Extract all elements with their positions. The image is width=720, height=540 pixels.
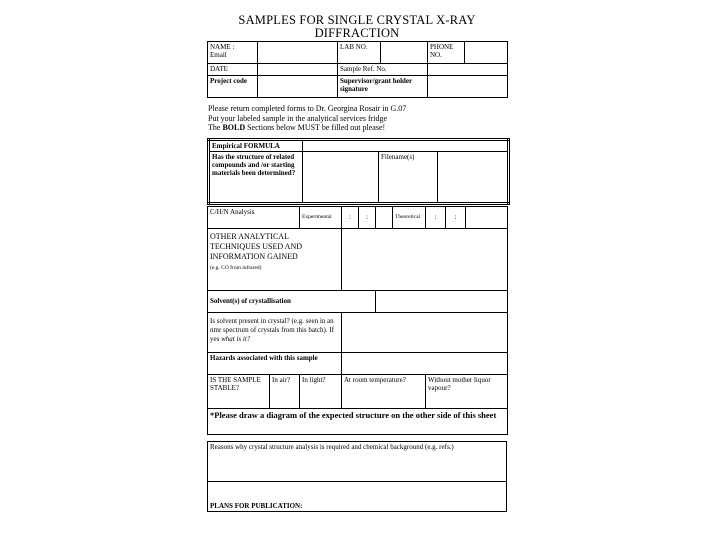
- phone-field: [428, 42, 465, 64]
- plans-label: PLANS FOR PUBLICATION:: [210, 501, 303, 510]
- reasons-table: [207, 441, 507, 512]
- other-analytical-label: [208, 228, 342, 290]
- empirical-formula-value[interactable]: [303, 139, 509, 151]
- date-label: DATE: [208, 64, 258, 76]
- instruction-line-3-pre: The: [208, 123, 223, 132]
- lower-table: [207, 206, 508, 435]
- date-value[interactable]: [258, 64, 338, 76]
- other-analytical-text: OTHER ANALYTICAL TECHNIQUES USED AND INFORMATION GAINED: [210, 231, 302, 261]
- supervisor-label: Supervisor/grant holder signature: [338, 76, 428, 98]
- project-code-label: Project code: [208, 76, 258, 98]
- title-line-2: DIFFRACTION: [314, 26, 400, 40]
- has-structure-label: Has the structure of related compounds and /or starting materials been determined?: [209, 151, 303, 203]
- name-field[interactable]: [208, 42, 258, 64]
- reasons-field[interactable]: [208, 441, 507, 481]
- instruction-line-1: Please return completed forms to Dr. Georgina Rosair in G.07: [208, 104, 407, 113]
- lab-no-value[interactable]: [381, 42, 428, 64]
- phone-label: PHONE: [430, 43, 454, 51]
- chn-exp-n[interactable]: [376, 206, 393, 228]
- solvent-present-text: Is solvent present in crystal? (e.g. seen in an nmr spectrum of crystals from this batch). If yes: [210, 316, 335, 343]
- chn-exp-c[interactable]: :: [342, 206, 359, 228]
- email-label: Email: [210, 51, 227, 59]
- instruction-line-3-post: Sections below MUST be filled out please!: [245, 123, 386, 132]
- instruction-line-3-bold: BOLD: [222, 123, 246, 132]
- instruction-line-2: Put your labeled sample in the analytical services fridge: [208, 113, 388, 123]
- phone-no-label: NO.: [430, 51, 442, 59]
- title-line-1: SAMPLES FOR SINGLE CRYSTAL X-RAY: [238, 13, 476, 27]
- solvent-present-value[interactable]: [342, 312, 508, 352]
- chn-theo-c[interactable]: :: [426, 206, 446, 228]
- other-analytical-example: (e.g. CO from infrared): [210, 264, 262, 271]
- stability-room-temp[interactable]: At room temperature?: [342, 374, 426, 408]
- has-structure-value[interactable]: [303, 151, 379, 203]
- chn-experimental-label: Experimental: [300, 206, 342, 228]
- name-label: NAME :: [210, 43, 235, 51]
- other-analytical-value[interactable]: [342, 228, 508, 290]
- hazards-label: Hazards associated with this sample: [208, 352, 342, 374]
- plans-field[interactable]: [208, 481, 507, 511]
- filenames-label: Filename(s): [379, 151, 438, 203]
- solvent-present-italic: what is it?: [219, 334, 251, 343]
- instruction-line-3: [208, 123, 507, 133]
- reasons-label: Reasons why crystal structure analysis is required and chemical background (e.g. refs.): [210, 442, 454, 451]
- filenames-value[interactable]: [438, 151, 509, 203]
- stability-mother-liquor[interactable]: Without mother liquor vapour?: [426, 374, 508, 408]
- diagram-note: *Please draw a diagram of the expected structure on the other side of this sheet: [208, 408, 508, 434]
- chn-theoretical-label: Theoretical: [393, 206, 426, 228]
- solvents-label: Solvent(s) of crystallisation: [208, 290, 376, 312]
- header-table: [207, 41, 508, 98]
- lab-no-label: LAB NO.: [338, 42, 381, 64]
- chn-exp-h[interactable]: :: [359, 206, 376, 228]
- instructions: [207, 98, 507, 136]
- sample-ref-label: Sample Ref. No.: [338, 64, 428, 76]
- stability-label: IS THE SAMPLE STABLE?: [208, 374, 270, 408]
- supervisor-value[interactable]: [428, 76, 508, 98]
- name-value[interactable]: [258, 42, 338, 64]
- chn-theo-h[interactable]: :: [446, 206, 466, 228]
- chn-label: C/H/N Analysis: [208, 206, 300, 228]
- stability-in-air[interactable]: In air?: [270, 374, 300, 408]
- form-title: [207, 14, 507, 40]
- solvents-value[interactable]: [376, 290, 508, 312]
- phone-value[interactable]: [465, 42, 508, 64]
- chn-theo-n[interactable]: [466, 206, 508, 228]
- form-sheet: [207, 14, 507, 512]
- empirical-formula-label: Empirical FORMULA: [209, 139, 303, 151]
- bold-section-table: [207, 138, 510, 205]
- stability-in-light[interactable]: In light?: [300, 374, 342, 408]
- project-code-value[interactable]: [258, 76, 338, 98]
- hazards-value[interactable]: [342, 352, 508, 374]
- sample-ref-value[interactable]: [428, 64, 508, 76]
- solvent-present-label: [208, 312, 342, 352]
